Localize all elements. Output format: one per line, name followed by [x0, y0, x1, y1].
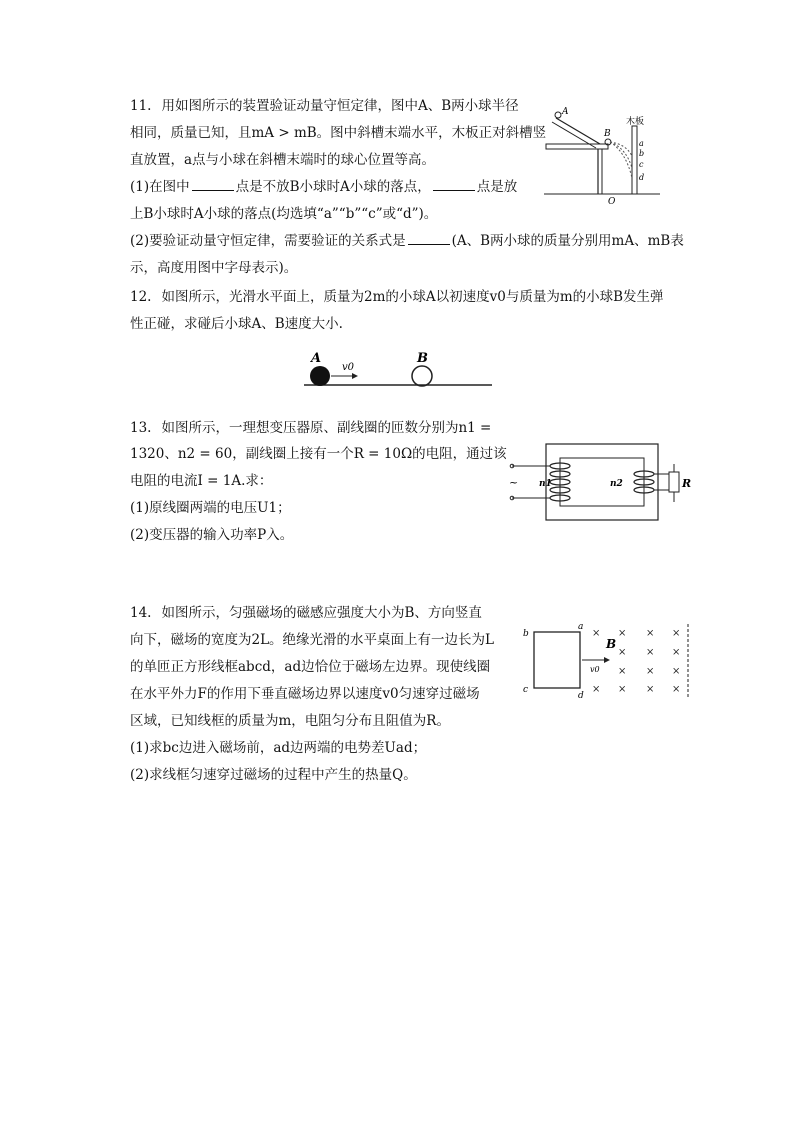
q11-point-d: d — [639, 173, 645, 182]
answer-blank — [192, 178, 234, 191]
q11-line-2: 相同，质量已知，且mA > mB。图中斜槽末端水平，木板正对斜槽竖 — [130, 125, 547, 141]
q14-line-6: (1)求bc边进入磁场前，ad边两端的电势差Uad； — [130, 740, 427, 756]
q13-number: 13. — [130, 420, 152, 436]
q14-label-c: c — [523, 685, 529, 695]
q13-label-n2: n2 — [610, 479, 623, 489]
svg-text:×: × — [646, 666, 655, 677]
q12-collision-figure — [300, 350, 495, 392]
svg-text:×: × — [672, 628, 681, 639]
q12-line-1: 12. 如图所示，光滑水平面上，质量为2m的小球A以初速度v0与质量为m的小球B发生弹 — [130, 289, 664, 305]
q14-label-a: a — [578, 622, 584, 632]
q11-label-board: 木板 — [626, 117, 645, 127]
q11-line-1: 11. 用如图所示的装置验证动量守恒定律，图中A、B两小球半径 — [130, 98, 519, 114]
q14-line-4: 在水平外力F的作用下垂直磁场边界以速度v0匀速穿过磁场 — [130, 686, 480, 702]
q11-point-b: b — [639, 149, 645, 158]
svg-text:×: × — [672, 684, 681, 695]
svg-text:×: × — [646, 647, 655, 658]
q14-line-7: (2)求线框匀速穿过磁场的过程中产生的热量Q。 — [130, 767, 417, 783]
svg-text:×: × — [646, 684, 655, 695]
q13-line-5: (2)变压器的输入功率P入。 — [130, 527, 294, 543]
q14-line-5: 区域，已知线框的质量为m，电阻匀分布且阻值为R。 — [130, 713, 450, 729]
q11-label-B: B — [604, 129, 611, 139]
q14-label-v0: v0 — [590, 665, 600, 674]
q14-label-d: d — [578, 691, 584, 700]
svg-text:×: × — [592, 628, 601, 639]
svg-text:×: × — [618, 684, 627, 695]
q13-label-n1: n1 — [539, 479, 552, 489]
q11-line-3: 直放置，a点与小球在斜槽末端时的球心位置等高。 — [130, 152, 436, 168]
q11-label-O: O — [608, 197, 616, 204]
q13-line-3: 电阻的电流I = 1A.求： — [130, 473, 273, 489]
q11-point-c: c — [639, 160, 644, 169]
q11-line-4: (1)在图中 点是不放B小球时A小球的落点， 点是放 — [130, 179, 518, 195]
svg-text:×: × — [618, 628, 627, 639]
q11-line-5: 上B小球时A小球的落点(均选填“a”“b”“c”或“d”)。 — [130, 206, 438, 222]
svg-text:×: × — [672, 666, 681, 677]
q12-label-B: B — [417, 351, 428, 366]
svg-text:×: × — [646, 628, 655, 639]
answer-blank — [408, 232, 450, 245]
q14-line-1: 14. 如图所示，匀强磁场的磁感应强度大小为B、方向竖直 — [130, 605, 482, 621]
svg-text:×: × — [618, 666, 627, 677]
q13-transformer-figure — [508, 440, 698, 525]
q12-label-A: A — [311, 351, 322, 366]
q11-label-A: A — [562, 107, 569, 117]
q11-line-7: 示，高度用图中字母表示)。 — [130, 260, 298, 276]
q14-line-3: 的单匝正方形线框abcd，ad边恰位于磁场左边界。现使线圈 — [130, 659, 491, 675]
q13-label-R: R — [682, 477, 692, 490]
q13-line-4: (1)原线圈两端的电压U1； — [130, 500, 291, 516]
q12-label-v0: v0 — [342, 362, 355, 373]
q12-line-2: 性正碰，求碰后小球A、B速度大小. — [130, 316, 343, 332]
svg-text:×: × — [672, 647, 681, 658]
q14-label-B: B — [606, 637, 617, 651]
q12-number: 12. — [130, 289, 152, 305]
svg-text:×: × — [618, 647, 627, 658]
q13-ac-symbol: ~ — [509, 476, 519, 489]
q14-number: 14. — [130, 605, 152, 621]
q11-point-a: a — [639, 139, 644, 148]
q13-line-1: 13. 如图所示，一理想变压器原、副线圈的匝数分别为n1 = — [130, 420, 492, 436]
q14-label-b: b — [523, 629, 529, 639]
q14-magnetic-field-figure — [520, 620, 695, 700]
svg-text:×: × — [592, 684, 601, 695]
answer-blank — [433, 178, 475, 191]
q11-apparatus-figure — [542, 104, 664, 204]
q13-line-2: 1320、n2 = 60，副线圈上接有一个R = 10Ω的电阻，通过该 — [130, 446, 507, 462]
q11-number: 11. — [130, 98, 152, 114]
q11-line-6: (2)要验证动量守恒定律，需要验证的关系式是 (A、B两小球的质量分别用mA、mB表 — [130, 233, 684, 249]
q14-line-2: 向下，磁场的宽度为2L。绝缘光滑的水平桌面上有一边长为L — [130, 632, 495, 648]
